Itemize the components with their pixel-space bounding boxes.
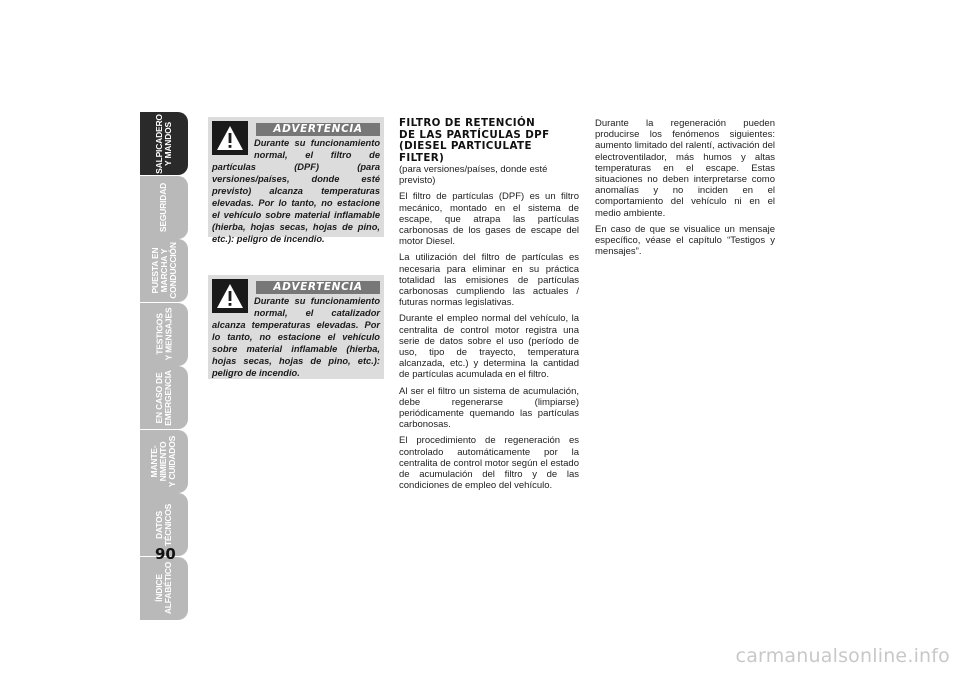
tab-label: PUESTA EN MARCHA Y CONDUCCIÓN [149, 242, 178, 299]
tab-label: DATOS TÉCNICOS [153, 503, 173, 546]
tab-seguridad[interactable] [140, 176, 188, 239]
warning-text: Durante su funcionamiento normal, el catalizador alcanza temperaturas elevadas. Por lo tanto, no estacione el vehículo sobre material inflamable (hierba, hojas secas, hojas de pino, etc.): peligro de incendio. [212, 296, 380, 378]
tab-label: ÍNDICE ALFABÉTICO [154, 561, 173, 615]
warning-box-catalizador [208, 275, 384, 379]
paragraph: Al ser el filtro un sistema de acumulación, debe regenerarse (limpiarse) periódicamente quemando las partículas carbonosas. [399, 385, 579, 431]
tab-puesta-en-marcha[interactable] [140, 239, 188, 302]
warning-title: ADVERTENCIA [256, 123, 380, 136]
warning-header [212, 121, 380, 141]
paragraph: Durante la regeneración pueden producirse los fenómenos siguientes: aumento limitado del ralentí, activación del electroventilador, más humos y altas temperaturas en el escape. Estas situaciones no deben interpretarse como anomalías y no inciden en el comportamiento del vehículo ni en el medio ambiente. [595, 118, 775, 219]
tab-label: EN CASO DE EMERGENCIA [154, 369, 173, 426]
paragraph: El filtro de partículas (DPF) es un filtro mecánico, montado en el sistema de escape, que atrapa las partículas carbonosas de los gases de escape del motor Diesel. [399, 191, 579, 248]
warning-text: Durante su funcionamiento normal, el filtro de partículas (DPF) (para versiones/países, donde esté previsto) alcanza temperaturas elevadas. Por lo tanto, no estacione el vehículo sobre material inflamable (hierba, hojas secas, hojas de pino, etc.): peligro de incendio. [212, 138, 380, 244]
section-subheading: (para versiones/países, donde esté previsto) [399, 164, 548, 187]
watermark: carmanualsonline.info [735, 645, 950, 667]
tab-label: SEGURIDAD [158, 182, 169, 232]
paragraph: Durante el empleo normal del vehículo, la centralita de control motor registra una serie de datos sobre el uso (período de uso, tipo de trayecto, temperatura alcanzada, etc.) y determina la cantidad de partículas acumulada en el filtro. [399, 313, 579, 381]
sidebar-tabs [140, 112, 188, 620]
tab-label: MANTE- NIMIENTO Y CUIDADOS [149, 435, 178, 487]
tab-testigos[interactable] [140, 303, 188, 366]
tab-indice[interactable] [140, 557, 188, 620]
paragraph: La utilización del filtro de partículas es necesaria para eliminar en su práctica totalidad las emisiones de partículas carbonosas cumpliendo las actuales / futuras normas legislativas. [399, 252, 579, 309]
tab-label: TESTIGOS Y MENSAJES [154, 307, 174, 361]
tab-emergencia[interactable] [140, 366, 188, 429]
tab-label: SALPICADERO Y MANDOS [154, 113, 174, 174]
paragraph: El procedimiento de regeneración es controlado automáticamente por la centralita de control motor según el estado de acumulación del filtro y de las condiciones de empleo del vehículo. [399, 435, 579, 492]
page-number: 90 [155, 545, 176, 563]
warning-box-dpf [208, 117, 384, 244]
tab-salpicadero[interactable] [140, 112, 188, 175]
section-heading: FILTRO DE RETENCIÓN DE LAS PARTÍCULAS DPF (DIESEL PARTICULATE FILTER) [399, 117, 550, 164]
tab-mantenimiento[interactable] [140, 430, 188, 493]
text-column-2 [595, 118, 775, 262]
text-column-1 [399, 118, 579, 496]
warning-title: ADVERTENCIA [256, 281, 380, 294]
warning-header [212, 279, 380, 299]
paragraph: En caso de que se visualice un mensaje específico, véase el capítulo “Testigos y mensajes”. [595, 223, 775, 258]
